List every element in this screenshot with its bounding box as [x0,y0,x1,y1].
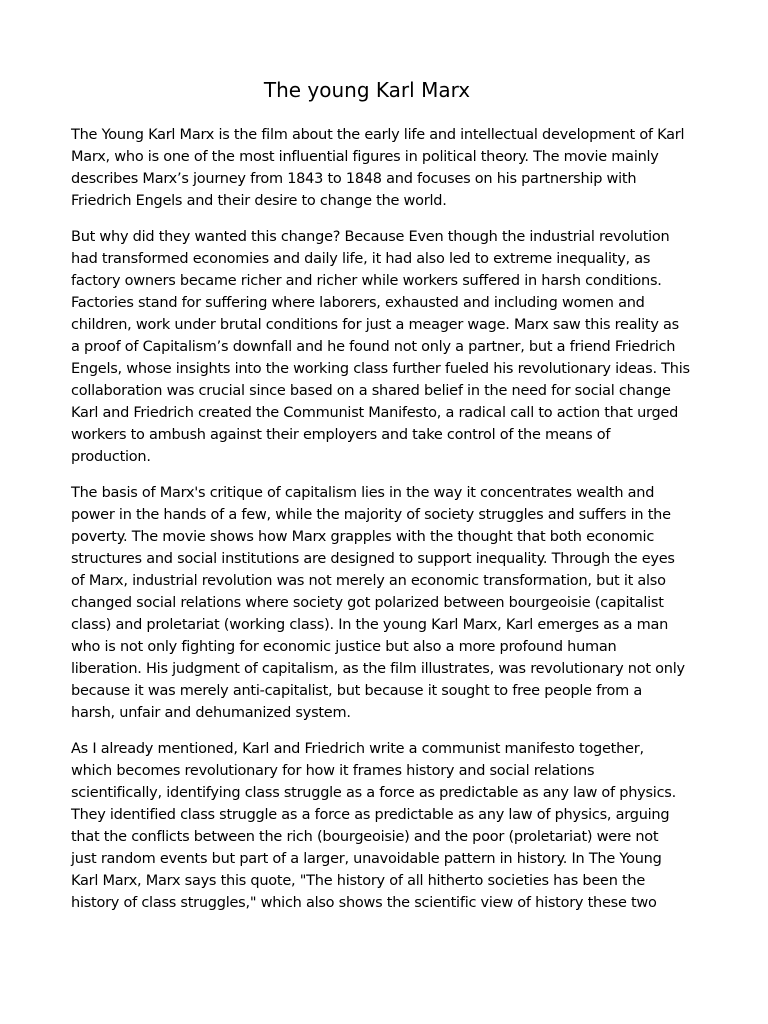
text-line: Marx, who is one of the most influential figures in political theory. The movie mainly [71,149,659,165]
text-line: Karl Marx, Marx says this quote, "The history of all hitherto societies has been the [71,873,646,889]
text-line: just random events but part of a larger, unavoidable pattern in history. In The Young [71,851,662,867]
paragraph [71,226,706,468]
text-line: who is not only fighting for economic justice but also a more profound human [71,639,617,655]
text-line: workers to ambush against their employers and take control of the means of [71,427,611,443]
text-line: Factories stand for suffering where laborers, exhausted and including women and [71,295,645,311]
text-line: scientifically, identifying class struggle as a force as predictable as any law of physics. [71,785,676,801]
text-line: a proof of Capitalism’s downfall and he found not only a partner, but a friend Friedrich [71,339,676,355]
text-line: Friedrich Engels and their desire to change the world. [71,193,447,209]
text-line: power in the hands of a few, while the majority of society struggles and suffers in the [71,507,671,523]
paragraph [71,738,706,914]
text-line: Engels, whose insights into the working class further fueled his revolutionary ideas. This [71,361,690,377]
text-line: collaboration was crucial since based on a shared belief in the need for social change [71,383,671,399]
text-line: harsh, unfair and dehumanized system. [71,705,351,721]
text-line: of Marx, industrial revolution was not merely an economic transformation, but it also [71,573,666,589]
paragraph [71,124,706,212]
text-line: structures and social institutions are designed to support inequality. Through the eyes [71,551,675,567]
text-line: As I already mentioned, Karl and Friedrich write a communist manifesto together, [71,741,644,757]
text-line: liberation. His judgment of capitalism, as the film illustrates, was revolutionary not only [71,661,685,677]
text-line: changed social relations where society got polarized between bourgeoisie (capitalist [71,595,664,611]
text-line: production. [71,449,151,465]
text-line: which becomes revolutionary for how it frames history and social relations [71,763,595,779]
text-line: factory owners became richer and richer while workers suffered in harsh conditions. [71,273,662,289]
text-line: Karl and Friedrich created the Communist Manifesto, a radical call to action that urged [71,405,679,421]
text-line: poverty. The movie shows how Marx grapples with the thought that both economic [71,529,655,545]
text-line: The basis of Marx's critique of capitalism lies in the way it concentrates wealth and [71,485,655,501]
text-line: children, work under brutal conditions for just a meager wage. Marx saw this reality as [71,317,679,333]
text-line: because it was merely anti-capitalist, but because it sought to free people from a [71,683,642,699]
text-line: They identified class struggle as a force as predictable as any law of physics, arguing [71,807,670,823]
text-line: describes Marx’s journey from 1843 to 1848 and focuses on his partnership with [71,171,637,187]
paragraph [71,482,706,724]
document-body [71,124,706,928]
text-line: The Young Karl Marx is the film about the early life and intellectual development of Karl [71,127,685,143]
text-line: that the conflicts between the rich (bourgeoisie) and the poor (proletariat) were not [71,829,659,845]
text-line: class) and proletariat (working class). In the young Karl Marx, Karl emerges as a man [71,617,669,633]
text-line: But why did they wanted this change? Because Even though the industrial revolution [71,229,670,245]
document-title: The young Karl Marx [263,78,471,102]
text-line: had transformed economies and daily life, it had also led to extreme inequality, as [71,251,651,267]
text-line: history of class struggles," which also shows the scientific view of history these two [71,895,657,911]
